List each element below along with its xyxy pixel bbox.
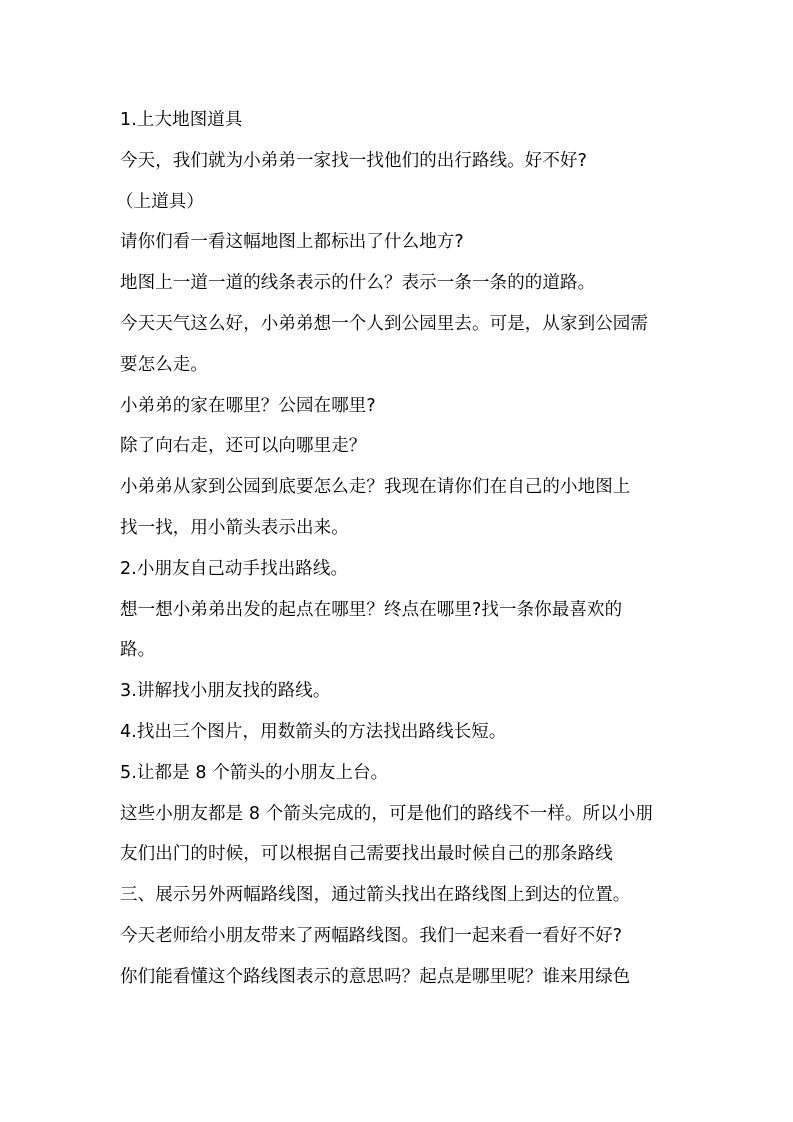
paragraph-line: 地图上一道一道的线条表示的什么？表示一条一条的的道路。 (120, 273, 596, 294)
paragraph-line: 除了向右走，还可以向哪里走？ (120, 436, 367, 457)
section-heading-three: 三、展示另外两幅路线图，通过箭头找出在路线图上到达的位置。 (120, 885, 631, 906)
heading-step-1: 1.上大地图道具 (120, 110, 243, 130)
paragraph-line: 想一想小弟弟出发的起点在哪里？终点在哪里?找一条你最喜欢的 (120, 599, 623, 620)
paragraph-line: 路。 (120, 640, 156, 661)
stage-direction: （上道具） (116, 191, 204, 212)
heading-step-4: 4.找出三个图片，用数箭头的方法找出路线长短。 (120, 721, 507, 742)
heading-step-5: 5.让都是 8 个箭头的小朋友上台。 (120, 762, 389, 783)
paragraph-line: 这些小朋友都是 8 个箭头完成的，可是他们的路线不一样。所以小朋 (120, 803, 653, 824)
paragraph-line: 小弟弟从家到公园到底要怎么走？我现在请你们在自己的小地图上 (120, 477, 631, 498)
paragraph-line: 今天天气这么好，小弟弟想一个人到公园里去。可是，从家到公园需 (120, 313, 648, 334)
paragraph-line: 请你们看一看这幅地图上都标出了什么地方? (120, 232, 464, 253)
paragraph-line: 今天，我们就为小弟弟一家找一找他们的出行路线。好不好? (120, 150, 587, 171)
paragraph-line: 今天老师给小朋友带来了两幅路线图。我们一起来看一看好不好? (120, 925, 623, 946)
paragraph-line: 要怎么走。 (120, 354, 208, 375)
paragraph-line: 找一找，用小箭头表示出来。 (120, 517, 349, 538)
paragraph-line: 小弟弟的家在哪里？公园在哪里? (120, 395, 376, 416)
heading-step-2: 2.小朋友自己动手找出路线。 (120, 558, 349, 579)
paragraph-line: 友们出门的时候，可以根据自己需要找出最时候自己的那条路线 (120, 844, 613, 865)
heading-step-3: 3.讲解找小朋友找的路线。 (120, 681, 331, 702)
document-body (116, 100, 680, 998)
paragraph-line: 你们能看懂这个路线图表示的意思吗？起点是哪里呢？谁来用绿色 (120, 966, 631, 987)
